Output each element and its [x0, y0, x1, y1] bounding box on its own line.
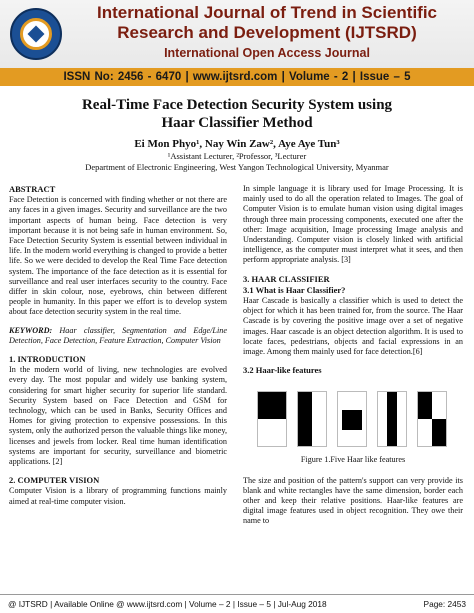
logo-ring [20, 18, 52, 50]
paper-authors: Ei Mon Phyo¹, Nay Win Zaw², Aye Aye Tun³ [134, 138, 340, 150]
keywords-text: Haar classifier, Segmentation and Edge/Line Detection, Face Detection, Feature Extraction, Computer Vision [9, 325, 227, 345]
haar-features-figure [243, 381, 463, 453]
computer-vision-continued: In simple language it is library used for Image Processing. It is mainly used to do all the operation related to Images. The goal of Computer Vision is to emulate human vision using digital images through three main processing components, executed one after the other: Image acquisition, Image processing Image analysis and Understanding. Computer vision is closely linked with artificial intelligence, as the computer must interpret what it sees, and then perform appropriate analysis. [3] [243, 184, 463, 265]
introduction-heading: 1. INTRODUCTION [9, 354, 86, 365]
author-roles: ¹Assistant Lecturer, ²Professor, ³Lecturer [167, 151, 307, 161]
haar-feature-edge-vertical [297, 391, 327, 447]
haar-feature-line-vertical [377, 391, 407, 447]
haar-feature-line-center [337, 391, 367, 447]
abstract-text: Face Detection is concerned with finding whether or not there are any faces in a given images. Security and surveillance are the two important aspects of human being. Face detection is very important because it is not being safe in human environment. So, Face Detection Security System is essential between individual in life. In the modern world everything is changed to provide a better life. So we were decided to develop the Real Time Face detection system. The importance of the face detection as it is essential for surveillance and real user interfaces security to the country. Face differ in skin colour, nose, eyebrows, chin between different people in humanity. In this paper we effort is to develop system about face detection security system in the real time. [9, 195, 227, 317]
figure-caption: Figure 1.Five Haar like features [300, 455, 406, 465]
paper-title-line2: Haar Classifier Method [161, 115, 313, 131]
left-column [9, 184, 227, 515]
haar-feature-edge-horizontal [257, 391, 287, 447]
logo-core [28, 26, 45, 43]
haar-classifier-subheading: 3.1 What is Haar Classifier? [243, 284, 346, 295]
paper-title [40, 96, 434, 132]
journal-title-line2: Research and Development (IJTSRD) [117, 23, 417, 42]
keywords [9, 326, 227, 346]
journal-header [0, 0, 474, 93]
introduction-text: In the modern world of living, new technologies are evolved every day. The most popular and widely use banking system, considering for smart higher security for superior life standard. Security System based on Face Detection and GSM for technology, which can be used in Banks, Security Offices and Homes for giving protection to expensive possessions. In this system, only the authorized person the valuable things like money, licenses and jewels from locker. Real time human identification systems are important for security, surveillance and biometric applications. [2] [9, 365, 227, 467]
journal-title-line1: International Journal of Trend in Scientific [96, 3, 438, 22]
haar-features-heading: 3.2 Haar-like features [243, 365, 322, 376]
haar-feature-four-rectangle [417, 391, 447, 447]
keywords-label: KEYWORD: [9, 325, 53, 335]
issn-line: ISSN No: 2456 - 6470 | www.ijtsrd.com | Volume - 2 | Issue – 5 [63, 71, 411, 83]
abstract-heading: ABSTRACT [9, 184, 56, 194]
haar-features-text: The size and position of the pattern's support can very provide its blank and white rectangles have the same dimension, border each other and keep their relative positions. Haar-like features are digital image features used in object recognition. They owe their name to [243, 475, 463, 526]
footer-citation: @ IJTSRD | Available Online @ www.ijtsrd.com | Volume – 2 | Issue – 5 | Jul-Aug 2018 [8, 599, 327, 609]
author-department: Department of Electronic Engineering, West Yangon Technological University, Myanmar [85, 162, 389, 172]
paper-title-line1: Real-Time Face Detection Security System using [81, 97, 393, 113]
haar-classifier-heading: 3. HAAR CLASSIFIER [243, 273, 330, 284]
ijtsrd-logo-icon [10, 8, 62, 60]
journal-title [64, 3, 470, 43]
computer-vision-heading: 2. COMPUTER VISION [9, 475, 100, 486]
right-column [243, 184, 463, 535]
page-footer [0, 594, 474, 613]
journal-subtitle: International Open Access Journal [164, 46, 370, 60]
footer-page-number: Page: 2453 [423, 599, 466, 609]
computer-vision-text: Computer Vision is a library of programming functions mainly aimed at real-time computer vision. [9, 486, 227, 506]
haar-classifier-text: Haar Cascade is basically a classifier which is used to detect the object for which it has been trained for, from the source. The Haar Cascade is by covering the positive image over a set of negative images. Haar cascade is an object detection algorithm. It is used to locate faces, pedestrians, objects and facial expressions in an image. Among them mainly used for face detection.[6] [243, 296, 463, 357]
